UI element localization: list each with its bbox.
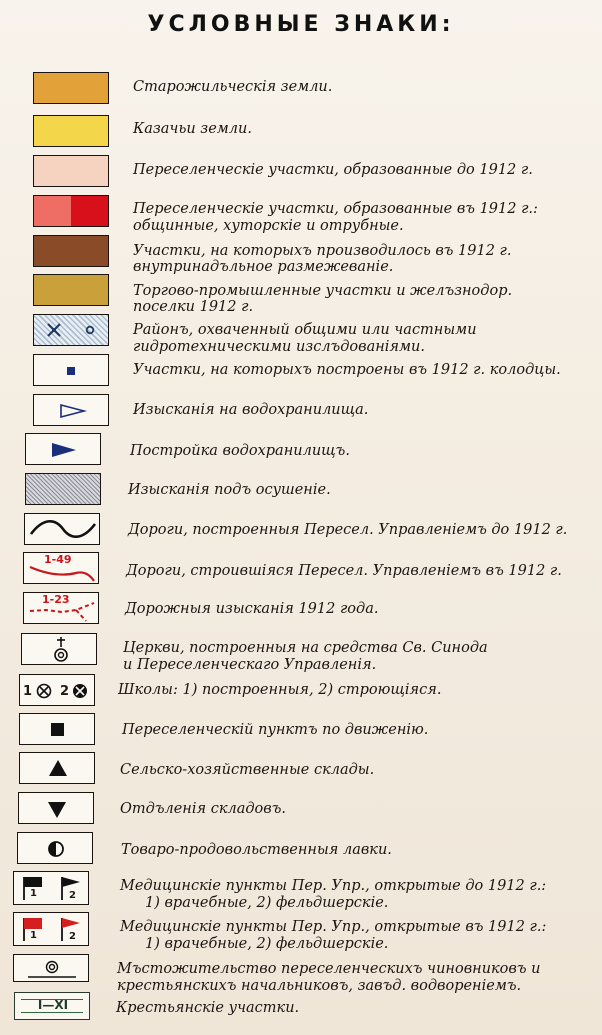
legend-label: Старожильческія земли. [133,79,333,95]
legend-label: поселки 1912 г. [133,299,254,315]
flags-red-icon [13,912,89,946]
reservoir-build-icon [25,433,101,465]
legend-label: Отдъленія складовъ. [120,801,286,817]
flag-number: 1 [30,888,37,899]
flag-number: 2 [69,890,76,901]
legend-label: Районъ, охваченный общими или частными [133,322,477,338]
legend-label: Медицинскіе пункты Пер. Упр., открытые до 1912 г.: [120,878,547,894]
legend-label: гидротехническими изслъдованіями. [133,339,425,355]
legend-label: Дороги, строившіяся Пересел. Управленіемъ въ 1912 г. [126,563,562,579]
flags-black-icon [13,871,89,905]
legend-label: Переселенческій пунктъ по движенію. [122,722,429,738]
reservoir-survey-icon [33,394,109,426]
road-building-icon [23,552,99,584]
peasant-plot-icon [14,992,90,1020]
flag-number: 2 [69,931,76,942]
legend-label: и Переселенческаго Управленія. [123,657,377,673]
legend-label: Дороги, построенныя Пересел. Управленіемъ до 1912 г. [128,522,568,538]
road-code: 1-23 [42,593,70,606]
legend-label: крестьянскихъ начальниковъ, завъд. водвореніемъ. [117,978,522,994]
triangle-down-icon [18,792,94,824]
half-circle-icon [17,832,93,864]
legend-label: Медицинскіе пункты Пер. Упр., открытые въ 1912 г.: [120,919,547,935]
legend-label: Постройка водохранилищъ. [130,443,350,459]
cossack-swatch [33,115,109,147]
legend-label: Переселенческіе участки, образованные въ 1912 г.: [133,201,538,217]
legend-label: 1) врачебные, 2) фельдшерскіе. [145,936,389,952]
legend-title: УСЛОВНЫЕ ЗНАКИ: [147,12,455,37]
legend-label: Участки, на которыхъ построены въ 1912 г. колодцы. [133,362,561,378]
road-built-icon [24,513,100,545]
road-survey-icon [23,592,99,624]
legend-label: Дорожныя изысканія 1912 года. [125,601,379,617]
legend-label: Мъстожительство переселенческихъ чиновниковъ и [117,961,541,977]
resettlement-before-swatch [33,155,109,187]
legend-label: Церкви, построенныя на средства Св. Синода [123,640,488,656]
peasant-code: I—XI [37,998,69,1012]
school-icon [19,674,95,706]
legend-label: Торгово-промышленные участки и желъзнодор. [133,283,513,299]
school-number: 1 [23,684,33,699]
internal-survey-swatch [33,235,109,267]
drainage-icon [25,473,101,505]
flag-number: 1 [30,930,37,941]
hydro-survey-icon [33,314,109,346]
church-icon [21,633,97,665]
legend-label: Участки, на которыхъ производилось въ 1912 г. [133,243,512,259]
road-code: 1-49 [44,553,72,566]
legend-label: Сельско-хозяйственные склады. [120,762,375,778]
residence-icon [13,954,89,982]
legend-label: Крестьянскіе участки. [116,1000,300,1016]
legend-label: Казачьи земли. [133,121,252,137]
legend-label: Школы: 1) построенныя, 2) строющіяся. [118,682,442,698]
old-resident-swatch [33,72,109,104]
triangle-up-icon [19,752,95,784]
legend-label: Изысканія на водохранилища. [133,402,369,418]
trade-industrial-swatch [33,274,109,306]
legend-label: общинные, хуторскіе и отрубные. [133,218,404,234]
legend-label: Товаро-продовольственныя лавки. [121,842,392,858]
square-icon [19,713,95,745]
legend-label: 1) врачебные, 2) фельдшерскіе. [145,895,389,911]
legend-label: Изысканія подъ осушеніе. [128,482,331,498]
well-icon [33,354,109,386]
legend-label: внутринадъльное размежеваніе. [133,259,394,275]
school-number: 2 [60,684,70,699]
resettlement-1912-swatch [33,195,109,227]
legend-label: Переселенческіе участки, образованные до 1912 г. [133,162,533,178]
